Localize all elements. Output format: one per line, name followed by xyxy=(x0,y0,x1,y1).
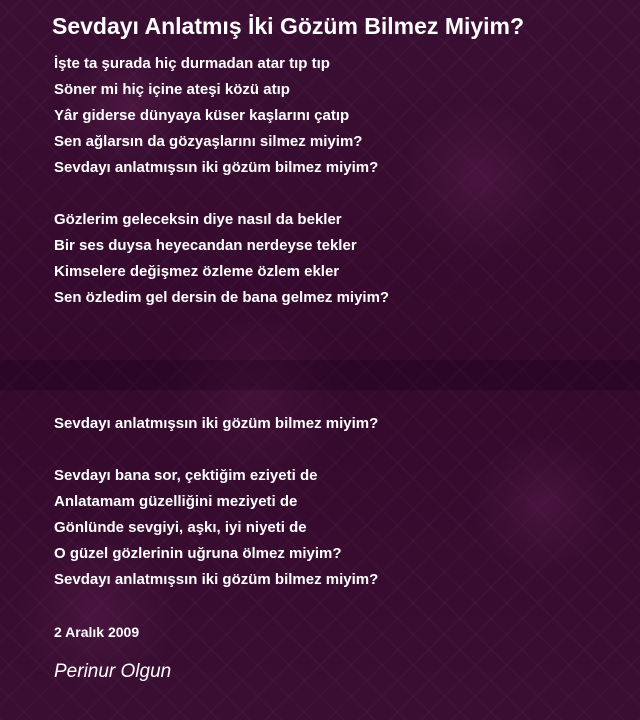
poem-date: 2 Aralık 2009 xyxy=(54,624,140,640)
background-band xyxy=(0,360,640,390)
poem-line: Gönlünde sevgiyi, aşkı, iyi niyeti de xyxy=(54,519,307,536)
poem-line: Sen ağlarsın da gözyaşlarını silmez miyim? xyxy=(54,133,363,150)
poem-line: Bir ses duysa heyecandan nerdeyse tekler xyxy=(54,237,357,254)
poem-line: Sen özledim gel dersin de bana gelmez miyim? xyxy=(54,289,390,306)
poem-author: Perinur Olgun xyxy=(54,661,172,682)
poem-line: Gözlerim geleceksin diye nasıl da bekler xyxy=(54,211,342,228)
poem-line: Anlatamam güzelliğini meziyeti de xyxy=(54,493,298,510)
poem-line: İşte ta şurada hiç durmadan atar tıp tıp xyxy=(54,55,330,72)
poem-line: O güzel gözlerinin uğruna ölmez miyim? xyxy=(54,545,342,562)
poem-line: Sevdayı anlatmışsın iki gözüm bilmez miyim? xyxy=(54,159,379,176)
poem-line: Sevdayı anlatmışsın iki gözüm bilmez miyim? xyxy=(54,571,379,588)
poem-line: Kimselere değişmez özleme özlem ekler xyxy=(54,263,340,280)
poem-refrain: Sevdayı anlatmışsın iki gözüm bilmez miyim? xyxy=(54,415,379,432)
poem-line: Söner mi hiç içine ateşi közü atıp xyxy=(54,81,290,98)
poem-title: Sevdayı Anlatmış İki Gözüm Bilmez Miyim? xyxy=(52,13,525,39)
poem-line: Yâr giderse dünyaya küser kaşlarını çatıp xyxy=(54,107,350,124)
poem-line: Sevdayı bana sor, çektiğim eziyeti de xyxy=(54,467,318,484)
